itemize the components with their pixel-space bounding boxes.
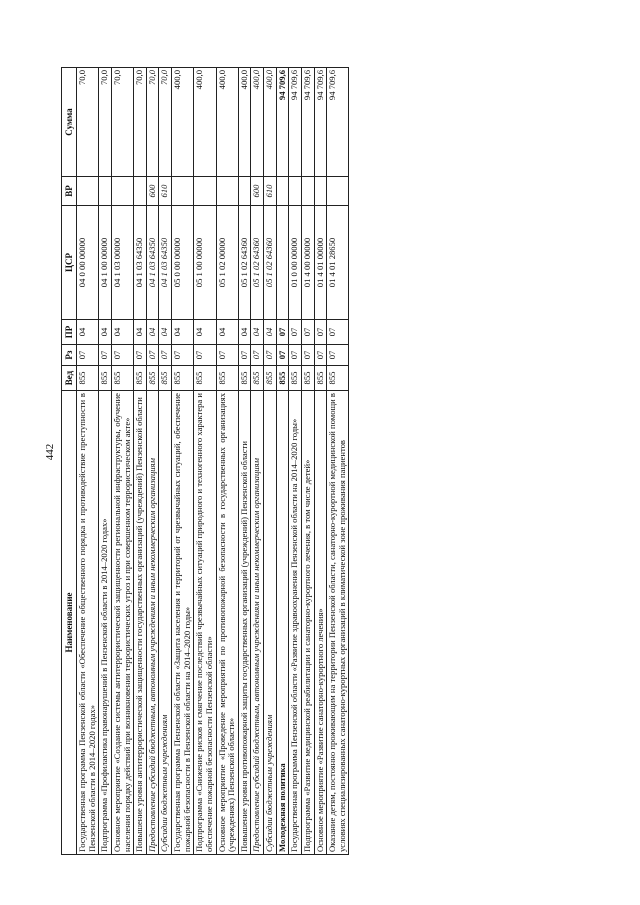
cell-csr: 04 1 03 64350 [146, 206, 159, 320]
cell-csr: 04 1 03 00000 [111, 206, 133, 320]
cell-pr: 07 [301, 320, 314, 345]
table-row [251, 68, 264, 855]
cell-ved: 855 [276, 366, 289, 391]
table-row [264, 68, 277, 855]
table-row [172, 68, 194, 855]
cell-ved: 855 [216, 366, 238, 391]
cell-sum: 70,0 [146, 68, 159, 177]
cell-name: Государственная программа Пензенской области «Развитие здравоохранения Пензенской области на 2014–2020 годы» [289, 391, 302, 855]
cell-vr [134, 177, 147, 206]
table-row [238, 68, 251, 855]
cell-sum: 94 709,6 [301, 68, 314, 177]
cell-vr: 610 [159, 177, 172, 206]
cell-name: Предоставление субсидий бюджетным, автономным учреждениям и иным некоммерческим организациям [146, 391, 159, 855]
cell-vr [99, 177, 112, 206]
cell-rz: 07 [146, 345, 159, 366]
cell-csr: 04 0 00 00000 [77, 206, 99, 320]
cell-pr: 07 [314, 320, 327, 345]
cell-vr [172, 177, 194, 206]
cell-sum: 94 709,6 [314, 68, 327, 177]
cell-csr: 04 1 03 64350 [134, 206, 147, 320]
cell-sum: 70,0 [134, 68, 147, 177]
header-pr: ПР [62, 320, 77, 345]
cell-name: Повышение уровня противопожарной защиты государственных организаций (учреждений) Пензенской области [238, 391, 251, 855]
table-row [159, 68, 172, 855]
cell-rz: 07 [216, 345, 238, 366]
cell-pr: 04 [111, 320, 133, 345]
cell-ved: 855 [251, 366, 264, 391]
cell-rz: 07 [172, 345, 194, 366]
cell-sum: 94 709,6 [289, 68, 302, 177]
cell-name: Молодежная политика [276, 391, 289, 855]
cell-csr: 05 1 02 64360 [251, 206, 264, 320]
cell-sum: 70,0 [159, 68, 172, 177]
table-row [301, 68, 314, 855]
cell-sum: 94 709,6 [327, 68, 349, 177]
table-row [276, 68, 289, 855]
cell-csr: 04 1 00 00000 [99, 206, 112, 320]
cell-sum: 400,0 [251, 68, 264, 177]
cell-ved: 855 [146, 366, 159, 391]
cell-vr: 600 [146, 177, 159, 206]
table-body [77, 68, 349, 855]
cell-name: Государственная программа Пензенской области «Защита населения и территорий от чрезвычайных ситуаций, обеспечение пожарной безопасности в Пензенской области на 2014–2020 годы» [172, 391, 194, 855]
cell-name: Субсидии бюджетным учреждениям [159, 391, 172, 855]
cell-vr [194, 177, 216, 206]
cell-name: Предоставление субсидий бюджетным, автономным учреждениям и иным некоммерческим организациям [251, 391, 264, 855]
cell-ved: 855 [172, 366, 194, 391]
cell-vr [327, 177, 349, 206]
cell-rz: 07 [301, 345, 314, 366]
cell-rz: 07 [264, 345, 277, 366]
cell-vr: 600 [251, 177, 264, 206]
cell-ved: 855 [314, 366, 327, 391]
cell-vr [77, 177, 99, 206]
cell-rz: 07 [314, 345, 327, 366]
table-row [327, 68, 349, 855]
cell-pr: 04 [134, 320, 147, 345]
cell-csr: 01 4 01 00000 [314, 206, 327, 320]
header-csr: ЦСР [62, 206, 77, 320]
page-number: 442 [44, 443, 56, 461]
cell-vr [216, 177, 238, 206]
cell-name: Подпрограмма «Профилактика правонарушений в Пензенской области в 2014–2020 годах» [99, 391, 112, 855]
cell-ved: 855 [264, 366, 277, 391]
cell-ved: 855 [134, 366, 147, 391]
cell-ved: 855 [159, 366, 172, 391]
cell-name: Повышение уровня антитеррористической защищенности государственных организаций (учреждений) Пензенской области [134, 391, 147, 855]
cell-rz: 07 [251, 345, 264, 366]
budget-table [61, 67, 349, 855]
cell-rz: 07 [99, 345, 112, 366]
cell-pr: 04 [146, 320, 159, 345]
cell-sum: 70,0 [99, 68, 112, 177]
table-row [314, 68, 327, 855]
cell-vr [238, 177, 251, 206]
cell-csr: 01 4 00 00000 [301, 206, 314, 320]
cell-name: Оказание детям, постоянно проживающим на территории Пензенской области, санаторно-курортной медицинской помощи в условиях специализированных санаторно-курортных организаций в климатической зоне проживания пациентов [327, 391, 349, 855]
cell-pr: 04 [77, 320, 99, 345]
table-row [194, 68, 216, 855]
cell-pr: 04 [99, 320, 112, 345]
cell-rz: 07 [327, 345, 349, 366]
cell-ved: 855 [194, 366, 216, 391]
cell-pr: 04 [251, 320, 264, 345]
cell-ved: 855 [111, 366, 133, 391]
cell-csr: 05 1 02 00000 [216, 206, 238, 320]
cell-pr: 07 [289, 320, 302, 345]
table-row [289, 68, 302, 855]
cell-name: Государственная программа Пензенской области «Обеспечение общественного порядка и противодействие преступности в Пензенской области в 2014–2020 годах» [77, 391, 99, 855]
header-rz: Рз [62, 345, 77, 366]
cell-sum: 400,0 [216, 68, 238, 177]
cell-ved: 855 [238, 366, 251, 391]
cell-vr [111, 177, 133, 206]
cell-vr [314, 177, 327, 206]
cell-ved: 855 [289, 366, 302, 391]
cell-csr [276, 206, 289, 320]
table-row [111, 68, 133, 855]
table-row [77, 68, 99, 855]
table-header-row [62, 68, 77, 855]
rotated-page-content [61, 68, 582, 855]
header-ved: Вед [62, 366, 77, 391]
header-sum: Сумма [62, 68, 77, 177]
cell-sum: 400,0 [172, 68, 194, 177]
cell-sum: 70,0 [77, 68, 99, 177]
header-name: Наименование [62, 391, 77, 855]
cell-pr: 04 [216, 320, 238, 345]
cell-vr [276, 177, 289, 206]
cell-name: Субсидии бюджетным учреждениям [264, 391, 277, 855]
cell-sum: 400,0 [238, 68, 251, 177]
cell-rz: 07 [111, 345, 133, 366]
cell-csr: 05 1 00 00000 [194, 206, 216, 320]
cell-pr: 04 [172, 320, 194, 345]
cell-pr: 07 [276, 320, 289, 345]
cell-rz: 07 [276, 345, 289, 366]
cell-name: Подпрограмма «Развитие медицинской реабилитации и санаторно-курортного лечения, в том числе детей» [301, 391, 314, 855]
header-vr: ВР [62, 177, 77, 206]
table-row [134, 68, 147, 855]
cell-ved: 855 [301, 366, 314, 391]
cell-name: Основное мероприятие «Развитие санаторно-курортного лечения» [314, 391, 327, 855]
cell-vr [289, 177, 302, 206]
cell-pr: 04 [194, 320, 216, 345]
cell-sum: 400,0 [264, 68, 277, 177]
table-row [146, 68, 159, 855]
cell-csr: 01 4 01 28650 [327, 206, 349, 320]
cell-name: Основное мероприятие «Создание системы антитеррористической защищенности региональной инфраструктуры, обучение населения порядку действий при возникновении террористических угроз и при совершенном террористическом акте» [111, 391, 133, 855]
cell-vr [301, 177, 314, 206]
cell-csr: 05 1 02 64360 [238, 206, 251, 320]
cell-pr: 07 [327, 320, 349, 345]
cell-sum: 70,0 [111, 68, 133, 177]
cell-pr: 04 [159, 320, 172, 345]
cell-ved: 855 [77, 366, 99, 391]
cell-sum: 94 709,6 [276, 68, 289, 177]
cell-sum: 400,0 [194, 68, 216, 177]
cell-rz: 07 [77, 345, 99, 366]
cell-csr: 01 0 00 00000 [289, 206, 302, 320]
table-row [216, 68, 238, 855]
cell-ved: 855 [327, 366, 349, 391]
cell-rz: 07 [238, 345, 251, 366]
cell-csr: 05 0 00 00000 [172, 206, 194, 320]
cell-pr: 04 [264, 320, 277, 345]
cell-ved: 855 [99, 366, 112, 391]
table-row [99, 68, 112, 855]
cell-name: Основное мероприятие «Проведение мероприятий по противопожарной безопасности в государственных организациях (учреждениях) Пензенской области» [216, 391, 238, 855]
cell-rz: 07 [159, 345, 172, 366]
cell-rz: 07 [134, 345, 147, 366]
cell-rz: 07 [289, 345, 302, 366]
cell-name: Подпрограмма «Снижение рисков и смягчение последствий чрезвычайных ситуаций природного и техногенного характера и обеспечение пожарной безопасности Пензенской области» [194, 391, 216, 855]
cell-rz: 07 [194, 345, 216, 366]
cell-pr: 04 [238, 320, 251, 345]
cell-csr: 05 1 02 64360 [264, 206, 277, 320]
cell-vr: 610 [264, 177, 277, 206]
cell-csr: 04 1 03 64350 [159, 206, 172, 320]
